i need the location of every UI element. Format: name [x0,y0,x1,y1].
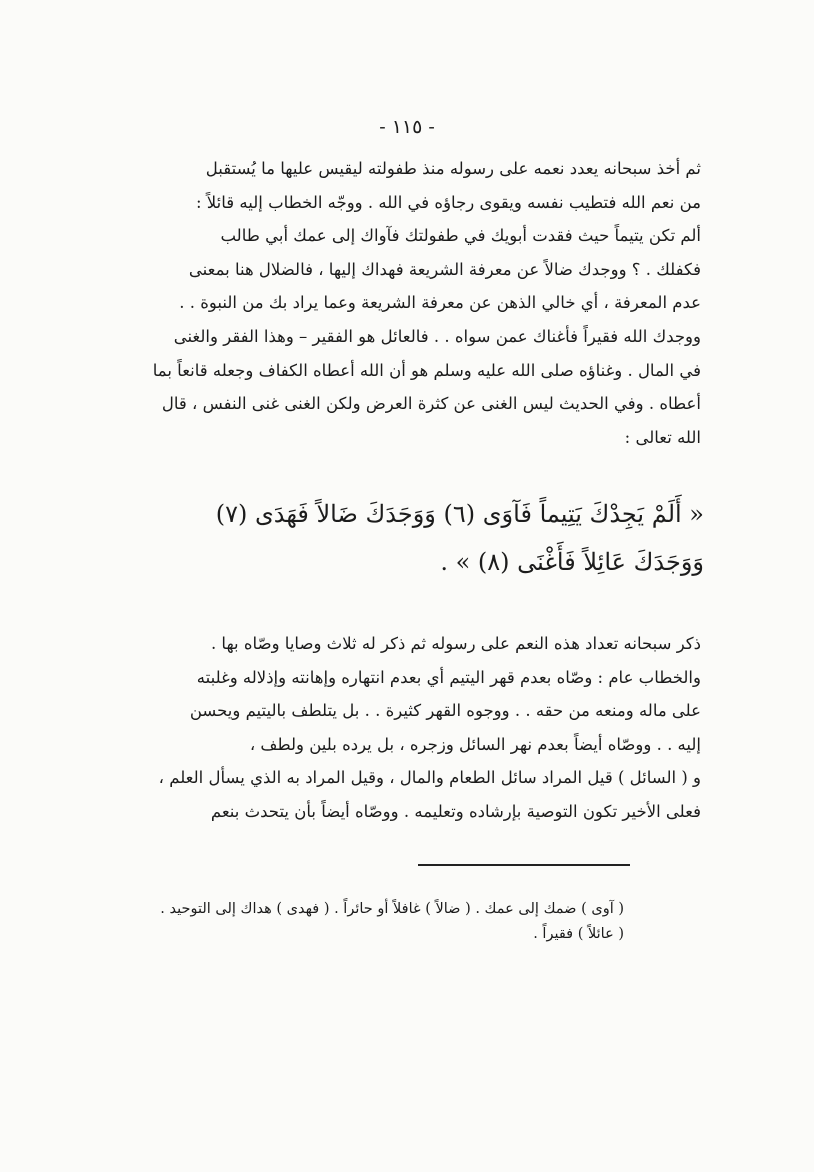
text-line: الله تعالى : [624,427,701,447]
text-line: ثم أخذ سبحانه يعدد نعمه على رسوله منذ طفولته ليقيس عليها ما يُستقبل [205,159,701,178]
paragraph-commentary-2 [96,627,701,829]
page-number: - ١١٥ - [379,116,435,138]
text-line: ذكر سبحانه تعداد هذه النعم على رسوله ثم ذكر له ثلاث وصايا وصّاه بها . [210,634,701,653]
text-line: على ماله ومنعه من حقه . . ووجوه القهر كثيرة . . بل يتلطف باليتيم ويحسن [189,701,701,721]
text-line: في المال . وغناؤه صلى الله عليه وسلم هو أن الله أعطاه الكفاف وجعله قانعاً بما [152,360,701,380]
footnote-line: ( آوى ) ضمك إلى عمك . ( ضالاً ) غافلاً أو حائراً . ( فهدى ) هداك إلى التوحيد . [160,901,624,917]
verse-line: « أَلَمْ يَجِدْكَ يَتِيماً فَآوَى (٦) وَوَجَدَكَ ضَالاً فَهَدَى (٧) [215,500,704,528]
text-line: فعلى الأخير تكون التوصية بإرشاده وتعليمه . ووصّاه أيضاً بأن يتحدث بنعم [210,801,701,821]
text-line: فكفلك . ؟ ووجدك ضالاً عن معرفة الشريعة فهداك إليها ، فالضلال هنا بمعنى [188,259,701,279]
text-line: إليه . . ووصّاه أيضاً بعدم نهر السائل وزجره ، بل يرده بلين ولطف ، [249,734,701,754]
text-line: عدم المعرفة ، أي خالي الذهن عن معرفة الشريعة وعما يراد بك من النبوة . . [179,293,701,313]
verse-line: وَوَجَدَكَ عَائِلاً فَأَغْنَى (٨) » . [440,548,704,576]
text-line: والخطاب عام : وصّاه بعدم قهر اليتيم أي بعدم انتهاره وإهانته وإذلاله وغلبته [196,667,701,687]
quran-verse [96,490,704,586]
text-line: و ( السائل ) قيل المراد سائل الطعام والمال ، وقيل المراد به الذي يسأل العلم ، [158,768,701,788]
footnote-line: ( عائلاً ) فقيراً . [533,926,624,942]
text-line: أعطاه . وفي الحديث ليس الغنى عن كثرة العرض ولكن الغنى غنى النفس ، قال [161,394,701,414]
text-line: من نعم الله فتطيب نفسه ويقوى رجاؤه في الله . ووجّه الخطاب إليه قائلاً : [195,192,701,212]
text-line: ووجدك الله فقيراً فأغناك عمن سواه . . فالعائل هو الفقير – وهذا الفقر والغنى [173,326,701,346]
paragraph-commentary-1 [96,152,701,454]
footnote [96,897,624,947]
text-line: ألم تكن يتيماً حيث فقدت أبويك في طفولتك فآواك إلى عمك أبي طالب [220,226,701,246]
footnote-divider [418,864,630,866]
